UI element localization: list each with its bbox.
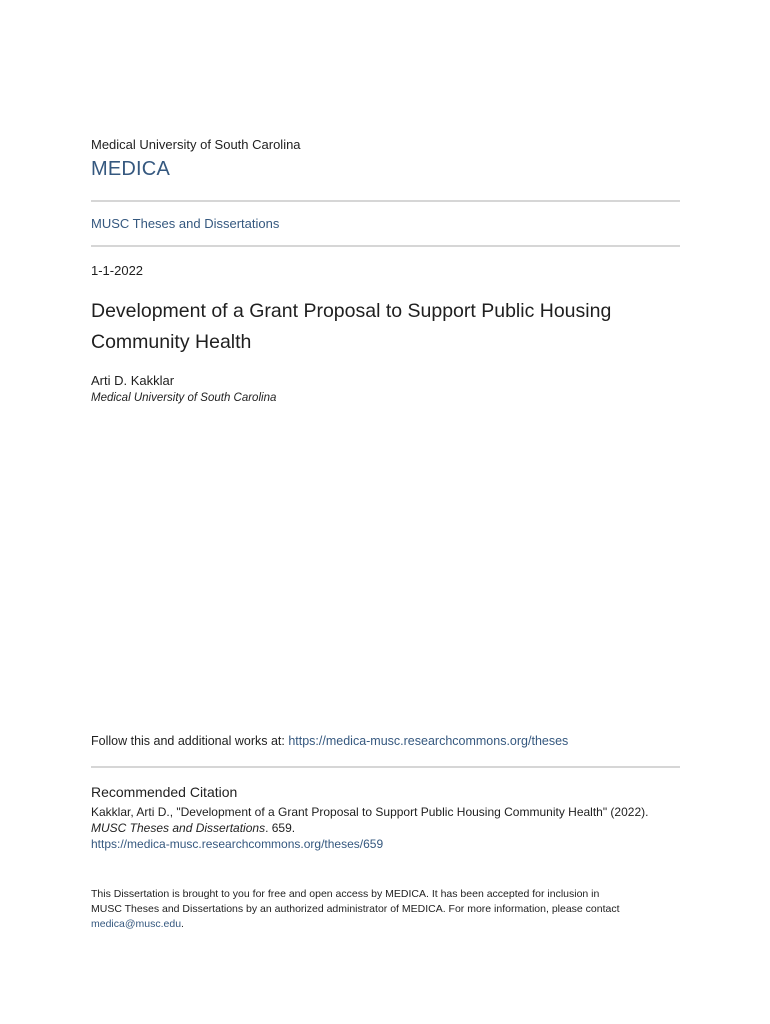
follow-works <box>91 734 568 748</box>
collection-link[interactable]: MUSC Theses and Dissertations <box>91 216 280 231</box>
cover-page <box>91 0 680 1024</box>
institution-name: Medical University of South Carolina <box>91 137 301 152</box>
disclaimer-line: This Dissertation is brought to you for free and open access by MEDICA. It has been accepted for inclusion in <box>91 888 600 900</box>
follow-prefix: Follow this and additional works at: <box>91 734 289 748</box>
follow-link[interactable]: https://medica-musc.researchcommons.org/theses <box>288 734 569 748</box>
author-affiliation: Medical University of South Carolina <box>91 392 277 404</box>
document-title: Development of a Grant Proposal to Support Public Housing Community Health <box>91 300 612 353</box>
divider <box>91 200 680 202</box>
access-disclaimer <box>91 887 691 932</box>
contact-email-link[interactable]: medica@musc.edu <box>91 918 182 930</box>
citation-number: . 659. <box>265 821 296 835</box>
citation-link[interactable]: https://medica-musc.researchcommons.org/theses/659 <box>91 837 384 851</box>
citation-series-line <box>91 820 691 836</box>
disclaimer-line: MUSC Theses and Dissertations by an authorized administrator of MEDICA. For more information, please contact <box>91 903 620 915</box>
recommended-citation <box>91 804 691 852</box>
divider <box>91 766 680 768</box>
disclaimer-contact-line <box>91 917 691 932</box>
repository-link[interactable]: MEDICA <box>91 158 170 180</box>
citation-heading: Recommended Citation <box>91 784 238 800</box>
divider <box>91 245 680 247</box>
citation-line: Kakklar, Arti D., "Development of a Grant Proposal to Support Public Housing Community Health" (2022). <box>91 805 649 819</box>
disclaimer-end: . <box>181 918 184 930</box>
author-name: Arti D. Kakklar <box>91 373 175 388</box>
citation-series: MUSC Theses and Dissertations <box>91 821 266 835</box>
publication-date: 1-1-2022 <box>91 263 144 278</box>
